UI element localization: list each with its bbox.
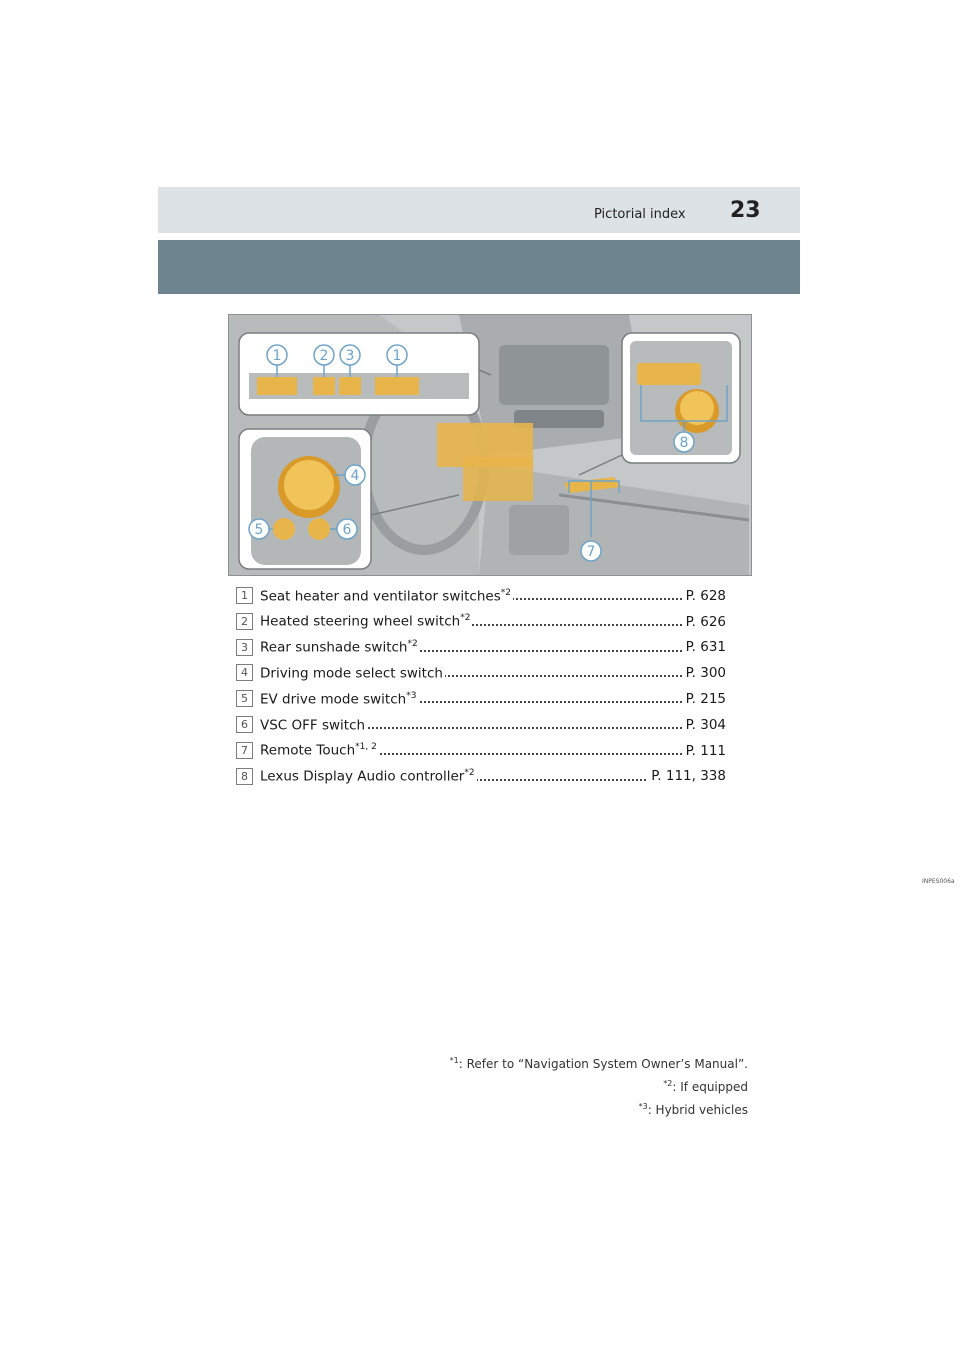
index-list: [236, 583, 726, 789]
item-number-badge: 4: [236, 664, 253, 681]
list-item: [236, 738, 726, 764]
footnotes: [450, 1051, 748, 1120]
item-label: Seat heater and ventilator switches$^{*2}$: [260, 587, 511, 605]
item-number-badge: 2: [236, 613, 253, 630]
item-number-badge: 7: [236, 742, 253, 759]
item-number-badge: 6: [236, 716, 253, 733]
footnote: $^{*1}$: Refer to “Navigation System Owner’s Manual”.: [449, 1056, 748, 1071]
callout-3: 3: [345, 348, 355, 364]
item-label: Remote Touch$^{*1, 2}$: [260, 742, 377, 759]
page-reference-link[interactable]: P. 111: [683, 743, 726, 759]
item-label: Driving mode select switch: [260, 665, 443, 682]
list-item: [236, 635, 726, 661]
callout-1: 1: [272, 348, 282, 364]
page-reference-link[interactable]: P. 304: [683, 717, 726, 733]
item-number-badge: 8: [236, 768, 253, 785]
item-number-badge: 1: [236, 587, 253, 604]
list-item: [236, 660, 726, 686]
item-label: Rear sunshade switch$^{*2}$: [260, 639, 418, 656]
footnote: $^{*2}$: If equipped: [663, 1079, 748, 1094]
item-label: VSC OFF switch: [260, 717, 366, 734]
list-item: [236, 609, 726, 635]
dashboard-svg: [229, 315, 751, 575]
header-bar: [158, 187, 800, 233]
item-label: Heated steering wheel switch$^{*2}$: [260, 613, 471, 630]
item-number-badge: 5: [236, 690, 253, 707]
list-item: [236, 686, 726, 712]
page-reference-link[interactable]: P. 626: [683, 614, 726, 630]
footnote: $^{*3}$: Hybrid vehicles: [638, 1102, 748, 1117]
callout-2: 2: [319, 348, 329, 364]
list-item: [236, 712, 726, 738]
page-reference-link[interactable]: P. 631: [683, 639, 726, 655]
callout-8: 8: [679, 435, 689, 451]
callout-5: 5: [254, 522, 264, 538]
page-reference-link[interactable]: P. 628: [683, 588, 726, 604]
item-number-badge: 3: [236, 639, 253, 656]
page-number: 23: [730, 198, 761, 223]
callout-4: 4: [350, 468, 360, 484]
list-item: [236, 764, 726, 790]
item-label: EV drive mode switch$^{*3}$: [260, 690, 417, 708]
page-title: Pictorial index: [594, 207, 686, 222]
item-label: Lexus Display Audio controller$^{*2}$: [260, 768, 475, 785]
figure-code: INPES006a: [922, 878, 955, 885]
page-reference-link[interactable]: P. 111, 338: [648, 768, 726, 784]
section-band: [158, 240, 800, 294]
callout-6: 6: [342, 522, 352, 538]
list-item: [236, 583, 726, 609]
page-reference-link[interactable]: P. 300: [683, 665, 726, 681]
page-reference-link[interactable]: P. 215: [683, 691, 726, 707]
callout-1-right: 1: [392, 348, 402, 364]
callout-7: 7: [586, 544, 596, 560]
